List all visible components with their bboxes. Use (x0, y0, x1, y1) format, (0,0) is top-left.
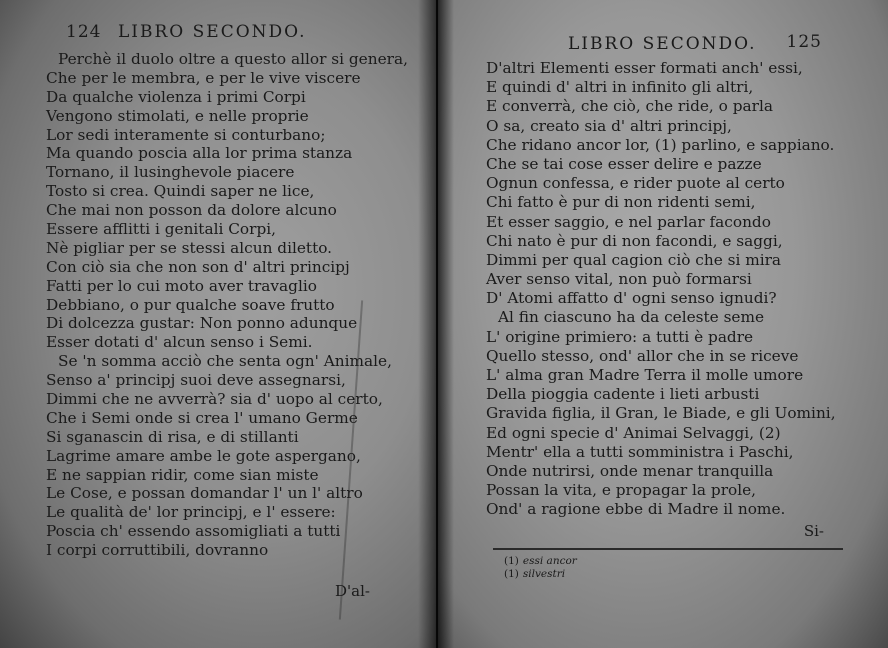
verse-line: Che ridano ancor lor, (1) parlino, e sappiano. (486, 135, 835, 154)
verse-line: Lagrime amare ambe le gote aspergano, (46, 446, 361, 465)
footnote (504, 555, 577, 568)
verse-line: Della pioggia cadente i lieti arbusti (486, 385, 760, 404)
verse-line: Debbiano, o pur qualche soave frutto (46, 295, 335, 314)
footnote-text: essi ancor (522, 555, 577, 567)
verse-line: D'altri Elementi esser formati anch' essi, (486, 59, 803, 77)
verse-line: Le qualità de' lor principj, e l' essere: (46, 503, 336, 522)
verse-line: I corpi corruttibili, dovranno (46, 541, 269, 560)
verse-line: L' origine primiero: a tutti è padre (486, 327, 754, 346)
page-number-left: 124 (66, 22, 102, 42)
verse-line: Fatti per lo cui moto aver travaglio (46, 276, 317, 295)
verse-line: Possan la vita, e propagar la prole, (486, 481, 757, 500)
verse-lines-right (486, 59, 881, 520)
verse-line: Mentr' ella a tutti somministra i Paschi, (486, 442, 794, 461)
verse-line: Con ciò sia che non son d' altri principj (46, 257, 350, 276)
verse-line: Senso a' principj suoi deve assegnarsi, (46, 371, 346, 390)
verse-line: E quindi d' altri in infinito gli altri, (486, 78, 754, 97)
footnote-mark: (1) (504, 568, 519, 580)
verse-line: E converrà, che ciò, che ride, o parla (486, 97, 773, 116)
verse-line: Tosto si crea. Quindi saper ne lice, (46, 182, 315, 201)
verse-line: O sa, creato sia d' altri principj, (486, 116, 732, 135)
left-page (0, 0, 436, 648)
verse-line: Esser dotati d' alcun senso i Semi. (46, 333, 313, 352)
footnote (504, 568, 577, 581)
verse-line: Lor sedi interamente si conturbano; (46, 125, 326, 144)
verse-line: Onde nutrirsi, onde menar tranquilla (486, 461, 774, 480)
verse-line: Chi fatto è pur di non ridenti semi, (486, 193, 756, 212)
verse-line: Che i Semi onde si crea l' umano Germe (46, 408, 358, 427)
verse-line: Aver senso vital, non può formarsi (486, 270, 752, 289)
verse-line: Da qualche violenza i primi Corpi (46, 87, 306, 106)
verse-line: Ma quando poscia alla lor prima stanza (46, 144, 353, 163)
running-head-right: LIBRO SECONDO. (568, 34, 757, 54)
verse-line: Tornano, il lusinghevole piacere (46, 163, 295, 182)
verse-line: Gravida figlia, il Gran, le Biade, e gli Uomini, (486, 404, 836, 423)
footnote-text: silvestri (522, 568, 566, 580)
footnote-mark: (1) (504, 555, 519, 567)
catchword-left: D'al- (335, 582, 370, 600)
footnotes (504, 555, 577, 581)
verse-line: Di dolcezza gustar: Non ponno adunque (46, 314, 358, 333)
verse-line: Vengono stimolati, e nelle proprie (46, 106, 309, 125)
verse-line: Che per le membra, e per le vive viscere (46, 68, 361, 87)
verse-line: Nè pigliar per se stessi alcun diletto. (46, 238, 333, 257)
verse-lines-left (46, 50, 426, 560)
verse-line: Perchè il duolo oltre a questo allor si genera, (58, 50, 408, 68)
verse-line: Dimmi che ne avverrà? sia d' uopo al certo, (46, 390, 383, 409)
verse-line: Dimmi per qual cagion ciò che si mira (486, 250, 782, 269)
verse-line: Ond' a ragione ebbe di Madre il nome. (486, 500, 786, 519)
catchword-right: Si- (803, 522, 824, 540)
verse-line: Chi nato è pur di non facondi, e saggi, (486, 231, 783, 250)
page-number-right: 125 (786, 32, 822, 52)
verse-line: Et esser saggio, e nel parlar facondo (486, 212, 771, 231)
verse-line: Che mai non posson da dolore alcuno (46, 201, 337, 220)
verse-line: Che se tai cose esser delire e pazze (486, 154, 762, 173)
verse-line: Al fin ciascuno ha da celeste seme (498, 308, 765, 327)
verse-line: Ognun confessa, e rider puote al certo (486, 174, 785, 193)
verse-line: Se 'n somma acciò che senta ogn' Animale, (58, 352, 392, 371)
verse-line: E ne sappian ridir, come sian miste (46, 465, 319, 484)
footnote-rule (493, 548, 843, 550)
verse-line: Quello stesso, ond' allor che in se riceve (486, 346, 799, 365)
verse-line: Le Cose, e possan domandar l' un l' altro (46, 484, 363, 503)
verse-line: Poscia ch' essendo assomigliati a tutti (46, 522, 341, 541)
verse-line: Si sganascin di risa, e di stillanti (46, 427, 299, 446)
right-page (438, 0, 888, 648)
verse-line: L' alma gran Madre Terra il molle umore (486, 366, 804, 384)
verse-line: Essere afflitti i genitali Corpi, (46, 220, 276, 239)
running-head-left: LIBRO SECONDO. (118, 22, 307, 42)
verse-line: Ed ogni specie d' Animai Selvaggi, (2) (486, 423, 781, 442)
verse-line: D' Atomi affatto d' ogni senso ignudi? (486, 289, 777, 308)
